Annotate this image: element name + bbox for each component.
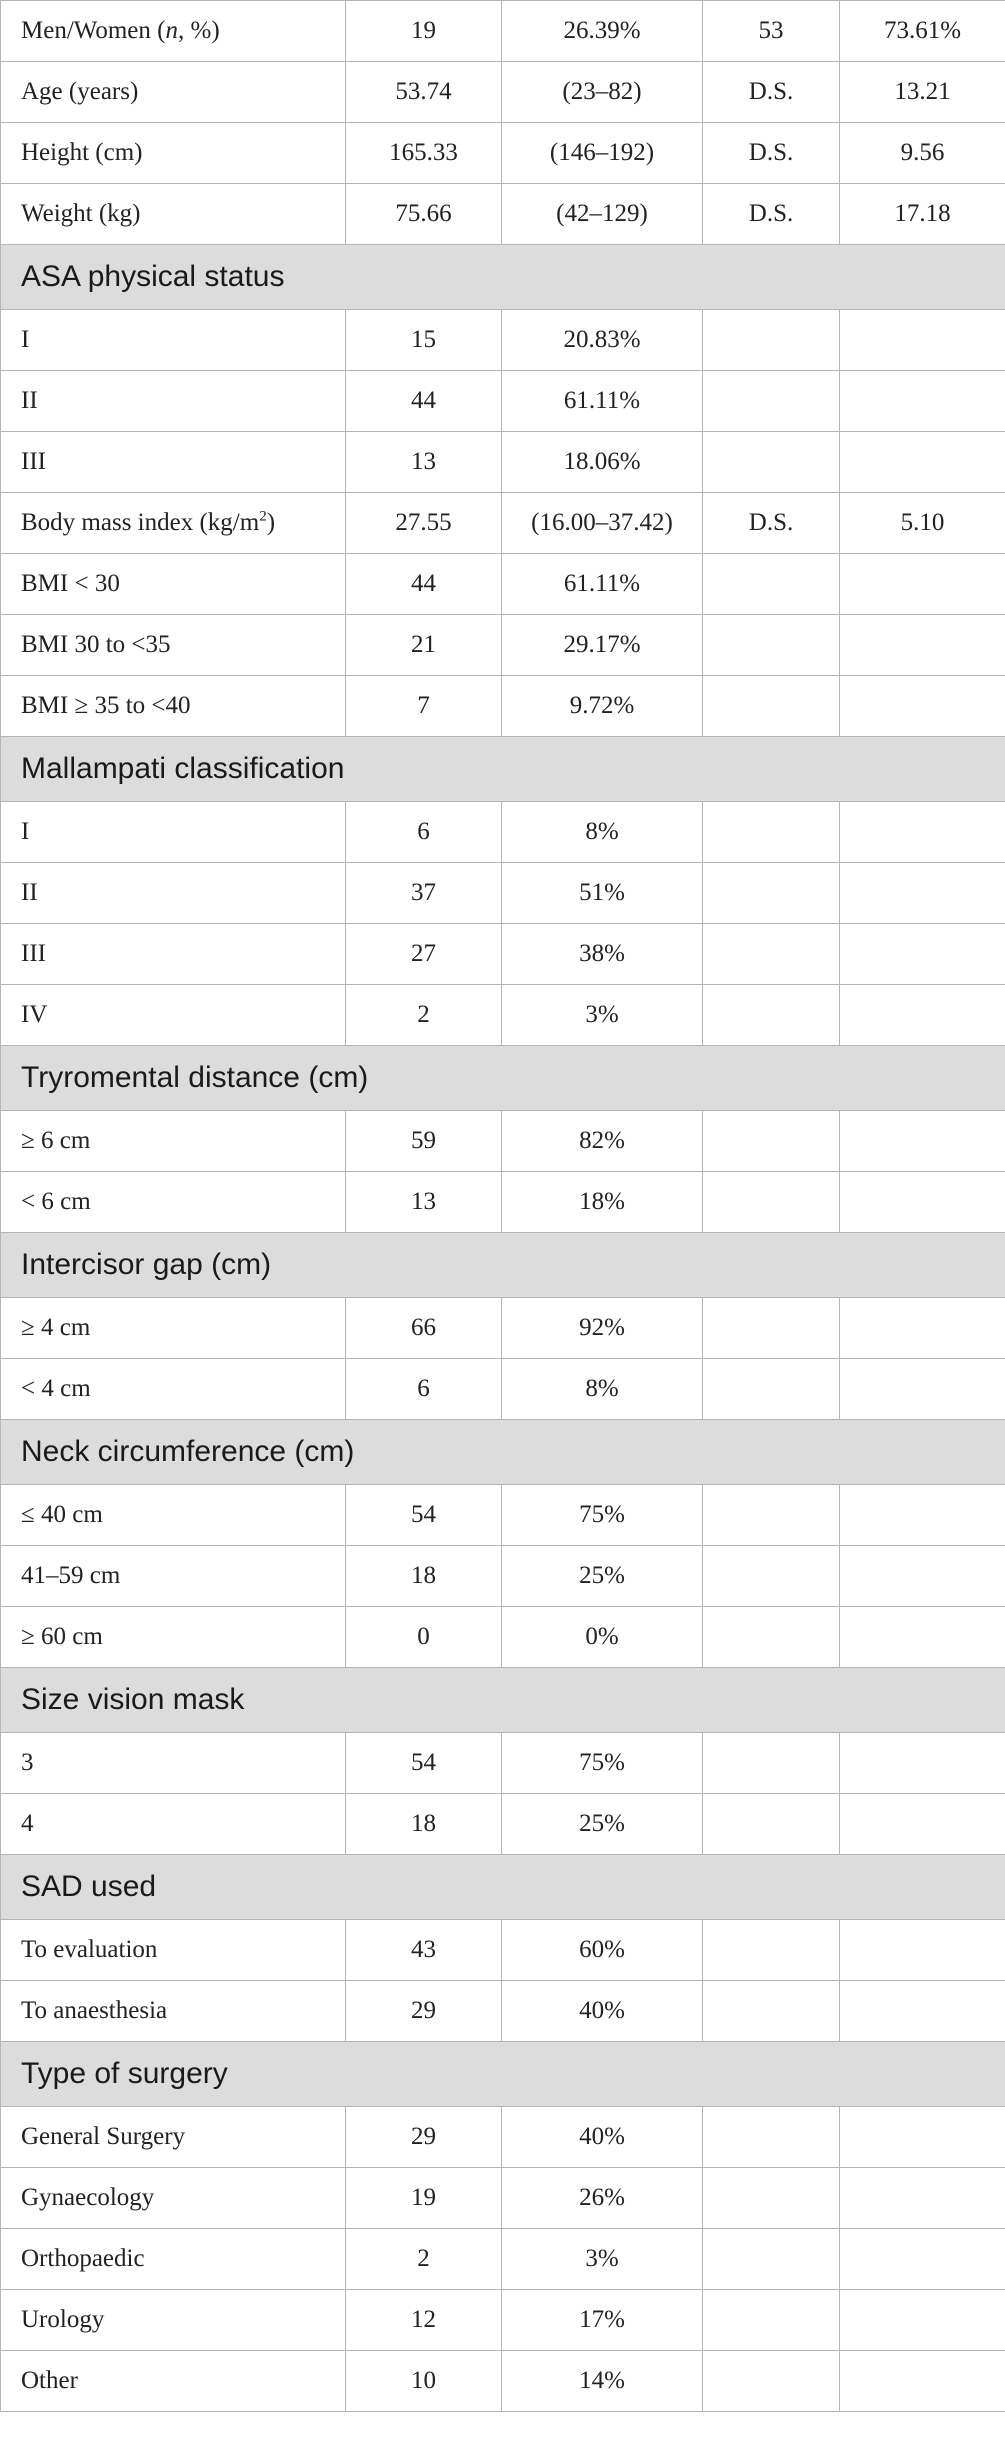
table-row — [1, 863, 1005, 924]
cell-col-2: 18 — [346, 1546, 502, 1607]
cell-col-5 — [840, 1920, 1005, 1981]
cell-col-2: 66 — [346, 1298, 502, 1359]
section-header-row — [1, 737, 1005, 802]
table-row — [1, 432, 1005, 493]
cell-col-4 — [703, 1172, 840, 1233]
cell-col-5: 73.61% — [840, 1, 1005, 62]
cell-col-4: D.S. — [703, 184, 840, 245]
section-header: SAD used — [1, 1855, 1005, 1920]
row-label: 3 — [1, 1733, 346, 1794]
cell-col-4 — [703, 371, 840, 432]
table-row — [1, 985, 1005, 1046]
row-label-close: , %) — [178, 17, 220, 44]
row-label-text: Body mass index (kg/m — [21, 509, 260, 536]
row-label-open: ( — [150, 17, 166, 44]
section-header: Tryromental distance (cm) — [1, 1046, 1005, 1111]
row-label: ≥ 60 cm — [1, 1607, 346, 1668]
cell-col-4 — [703, 1359, 840, 1420]
cell-col-2: 2 — [346, 2229, 502, 2290]
cell-col-5 — [840, 802, 1005, 863]
cell-col-3: 3% — [502, 2229, 703, 2290]
cell-col-5 — [840, 1485, 1005, 1546]
row-label: Urology — [1, 2290, 346, 2351]
cell-col-5 — [840, 1607, 1005, 1668]
cell-col-3: (16.00–37.42) — [502, 493, 703, 554]
table-row — [1, 1733, 1005, 1794]
cell-col-2: 29 — [346, 1981, 502, 2042]
cell-col-4: D.S. — [703, 62, 840, 123]
row-label: Weight (kg) — [1, 184, 346, 245]
row-label: III — [1, 924, 346, 985]
cell-col-2: 44 — [346, 371, 502, 432]
row-label — [1, 493, 346, 554]
cell-col-2: 27 — [346, 924, 502, 985]
cell-col-5: 17.18 — [840, 184, 1005, 245]
cell-col-3: 25% — [502, 1546, 703, 1607]
cell-col-3: 75% — [502, 1733, 703, 1794]
table-row — [1, 676, 1005, 737]
cell-col-5 — [840, 1111, 1005, 1172]
cell-col-4 — [703, 1111, 840, 1172]
row-label: I — [1, 802, 346, 863]
row-label: Gynaecology — [1, 2168, 346, 2229]
cell-col-2: 53.74 — [346, 62, 502, 123]
cell-col-3: (146–192) — [502, 123, 703, 184]
cell-col-3: 40% — [502, 2107, 703, 2168]
section-header: Size vision mask — [1, 1668, 1005, 1733]
cell-col-3: 18% — [502, 1172, 703, 1233]
cell-col-5 — [840, 1359, 1005, 1420]
cell-col-5 — [840, 676, 1005, 737]
table-row — [1, 310, 1005, 371]
cell-col-2: 21 — [346, 615, 502, 676]
cell-col-3: 29.17% — [502, 615, 703, 676]
cell-col-5 — [840, 1298, 1005, 1359]
row-label-close: ) — [266, 509, 276, 536]
section-header-row — [1, 245, 1005, 310]
cell-col-4 — [703, 615, 840, 676]
table-row — [1, 1, 1005, 62]
cell-col-5 — [840, 371, 1005, 432]
cell-col-2: 6 — [346, 1359, 502, 1420]
cell-col-2: 27.55 — [346, 493, 502, 554]
cell-col-5: 9.56 — [840, 123, 1005, 184]
row-label: BMI < 30 — [1, 554, 346, 615]
cell-col-5: 13.21 — [840, 62, 1005, 123]
cell-col-2: 12 — [346, 2290, 502, 2351]
cell-col-5 — [840, 1794, 1005, 1855]
cell-col-5 — [840, 1981, 1005, 2042]
cell-col-3: 61.11% — [502, 371, 703, 432]
cell-col-3: (23–82) — [502, 62, 703, 123]
cell-col-5 — [840, 1733, 1005, 1794]
cell-col-3: 51% — [502, 863, 703, 924]
section-header-row — [1, 1668, 1005, 1733]
cell-col-5 — [840, 2229, 1005, 2290]
cell-col-5 — [840, 310, 1005, 371]
cell-col-5: 5.10 — [840, 493, 1005, 554]
cell-col-2: 75.66 — [346, 184, 502, 245]
cell-col-3: (42–129) — [502, 184, 703, 245]
table-row — [1, 1546, 1005, 1607]
table-row — [1, 62, 1005, 123]
cell-col-5 — [840, 985, 1005, 1046]
row-label: II — [1, 371, 346, 432]
cell-col-5 — [840, 863, 1005, 924]
cell-col-4 — [703, 2290, 840, 2351]
cell-col-5 — [840, 615, 1005, 676]
cell-col-2: 2 — [346, 985, 502, 1046]
table-row — [1, 184, 1005, 245]
cell-col-3: 25% — [502, 1794, 703, 1855]
row-label: Orthopaedic — [1, 2229, 346, 2290]
row-label: 4 — [1, 1794, 346, 1855]
cell-col-2: 44 — [346, 554, 502, 615]
table-row — [1, 554, 1005, 615]
section-header-row — [1, 1420, 1005, 1485]
table-row — [1, 1485, 1005, 1546]
cell-col-2: 15 — [346, 310, 502, 371]
cell-col-3: 9.72% — [502, 676, 703, 737]
section-header-row — [1, 1233, 1005, 1298]
cell-col-3: 40% — [502, 1981, 703, 2042]
cell-col-2: 59 — [346, 1111, 502, 1172]
cell-col-4 — [703, 1607, 840, 1668]
cell-col-3: 60% — [502, 1920, 703, 1981]
section-header-row — [1, 1046, 1005, 1111]
row-label: II — [1, 863, 346, 924]
row-label: General Surgery — [1, 2107, 346, 2168]
section-header-row — [1, 2042, 1005, 2107]
table-row — [1, 123, 1005, 184]
cell-col-4 — [703, 1546, 840, 1607]
cell-col-2: 10 — [346, 2351, 502, 2412]
section-header: Mallampati classification — [1, 737, 1005, 802]
cell-col-2: 13 — [346, 1172, 502, 1233]
cell-col-5 — [840, 2168, 1005, 2229]
cell-col-2: 19 — [346, 2168, 502, 2229]
cell-col-5 — [840, 432, 1005, 493]
cell-col-5 — [840, 924, 1005, 985]
cell-col-5 — [840, 1546, 1005, 1607]
cell-col-2: 6 — [346, 802, 502, 863]
cell-col-4 — [703, 924, 840, 985]
table-row — [1, 1359, 1005, 1420]
table-row — [1, 1607, 1005, 1668]
cell-col-4: 53 — [703, 1, 840, 62]
cell-col-3: 20.83% — [502, 310, 703, 371]
cell-col-4 — [703, 2168, 840, 2229]
table-row — [1, 924, 1005, 985]
cell-col-4 — [703, 432, 840, 493]
cell-col-2: 18 — [346, 1794, 502, 1855]
cell-col-3: 0% — [502, 1607, 703, 1668]
table-row — [1, 1111, 1005, 1172]
cell-col-4: D.S. — [703, 493, 840, 554]
cell-col-4 — [703, 2351, 840, 2412]
table-row — [1, 2351, 1005, 2412]
row-label: Height (cm) — [1, 123, 346, 184]
cell-col-2: 165.33 — [346, 123, 502, 184]
table-body — [1, 1, 1005, 2412]
cell-col-4 — [703, 310, 840, 371]
cell-col-3: 8% — [502, 1359, 703, 1420]
cell-col-5 — [840, 2290, 1005, 2351]
table-row — [1, 2168, 1005, 2229]
cell-col-3: 14% — [502, 2351, 703, 2412]
row-label: ≥ 6 cm — [1, 1111, 346, 1172]
row-label: Age (years) — [1, 62, 346, 123]
table-row — [1, 1172, 1005, 1233]
section-header-row — [1, 1855, 1005, 1920]
cell-col-3: 92% — [502, 1298, 703, 1359]
cell-col-2: 54 — [346, 1485, 502, 1546]
row-label: Other — [1, 2351, 346, 2412]
row-label: BMI 30 to <35 — [1, 615, 346, 676]
table-row — [1, 371, 1005, 432]
row-label: III — [1, 432, 346, 493]
cell-col-3: 82% — [502, 1111, 703, 1172]
table-row — [1, 1794, 1005, 1855]
cell-col-4 — [703, 676, 840, 737]
cell-col-4 — [703, 2107, 840, 2168]
row-label: < 6 cm — [1, 1172, 346, 1233]
row-label: 41–59 cm — [1, 1546, 346, 1607]
cell-col-2: 37 — [346, 863, 502, 924]
table-row — [1, 2107, 1005, 2168]
row-label: BMI ≥ 35 to <40 — [1, 676, 346, 737]
cell-col-3: 61.11% — [502, 554, 703, 615]
row-label: ≥ 4 cm — [1, 1298, 346, 1359]
cell-col-5 — [840, 554, 1005, 615]
cell-col-3: 8% — [502, 802, 703, 863]
cell-col-5 — [840, 1172, 1005, 1233]
cell-col-3: 18.06% — [502, 432, 703, 493]
cell-col-2: 13 — [346, 432, 502, 493]
cell-col-2: 43 — [346, 1920, 502, 1981]
table-row — [1, 615, 1005, 676]
cell-col-2: 29 — [346, 2107, 502, 2168]
cell-col-4 — [703, 802, 840, 863]
cell-col-2: 19 — [346, 1, 502, 62]
cell-col-4 — [703, 1981, 840, 2042]
cell-col-2: 7 — [346, 676, 502, 737]
table-row — [1, 2229, 1005, 2290]
cell-col-4 — [703, 554, 840, 615]
cell-col-4 — [703, 1794, 840, 1855]
cell-col-4 — [703, 2229, 840, 2290]
cell-col-4 — [703, 1485, 840, 1546]
cell-col-4 — [703, 863, 840, 924]
cell-col-4 — [703, 985, 840, 1046]
row-label: < 4 cm — [1, 1359, 346, 1420]
row-label: I — [1, 310, 346, 371]
cell-col-3: 26.39% — [502, 1, 703, 62]
cell-col-2: 0 — [346, 1607, 502, 1668]
cell-col-5 — [840, 2351, 1005, 2412]
cell-col-4 — [703, 1298, 840, 1359]
cell-col-2: 54 — [346, 1733, 502, 1794]
cell-col-3: 75% — [502, 1485, 703, 1546]
table-row — [1, 493, 1005, 554]
row-label-superscript: 2 — [259, 508, 267, 525]
table-row — [1, 1920, 1005, 1981]
section-header: ASA physical status — [1, 245, 1005, 310]
row-label: IV — [1, 985, 346, 1046]
row-label: To anaesthesia — [1, 1981, 346, 2042]
cell-col-3: 3% — [502, 985, 703, 1046]
row-label: To evaluation — [1, 1920, 346, 1981]
cell-col-3: 38% — [502, 924, 703, 985]
section-header: Type of surgery — [1, 2042, 1005, 2107]
row-label — [1, 1, 346, 62]
cell-col-3: 17% — [502, 2290, 703, 2351]
table-row — [1, 2290, 1005, 2351]
section-header: Neck circumference (cm) — [1, 1420, 1005, 1485]
cell-col-3: 26% — [502, 2168, 703, 2229]
table-row — [1, 802, 1005, 863]
row-label-italic: n — [165, 17, 178, 44]
table-row — [1, 1298, 1005, 1359]
section-header: Intercisor gap (cm) — [1, 1233, 1005, 1298]
row-label-text: Men/Women — [21, 17, 151, 44]
cell-col-4 — [703, 1920, 840, 1981]
cell-col-4 — [703, 1733, 840, 1794]
row-label: ≤ 40 cm — [1, 1485, 346, 1546]
table-row — [1, 1981, 1005, 2042]
cell-col-5 — [840, 2107, 1005, 2168]
cell-col-4: D.S. — [703, 123, 840, 184]
